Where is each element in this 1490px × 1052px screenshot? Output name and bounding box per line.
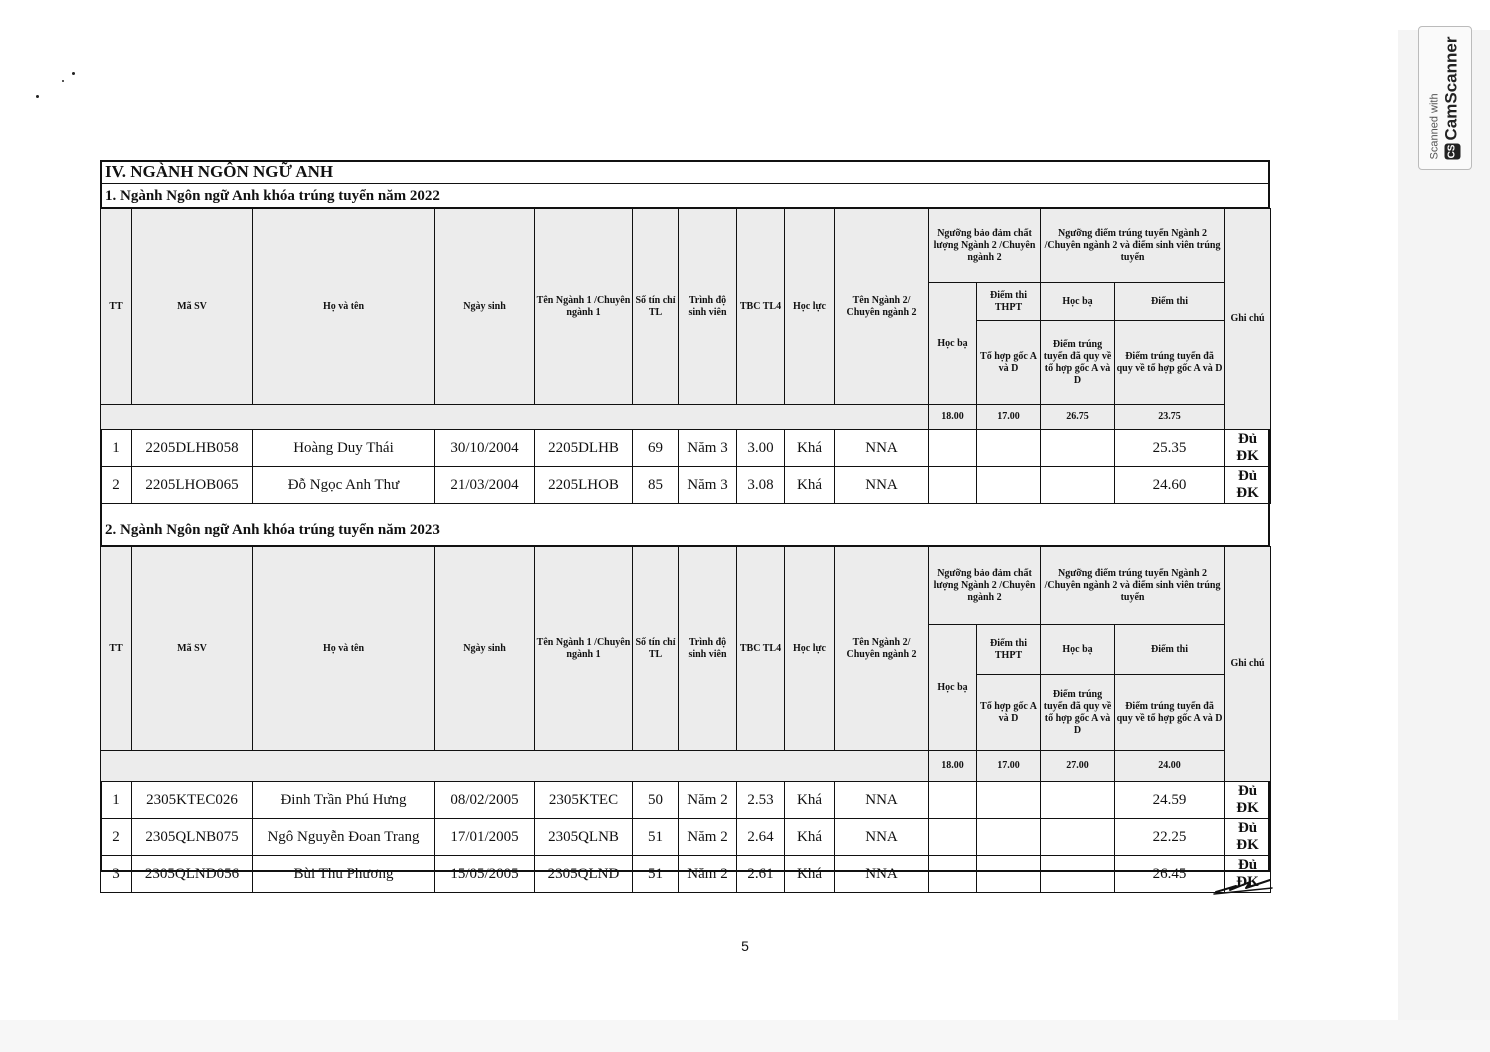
- header-diem-trung-tuyen-hoc-ba: Điểm trúng tuyển đã quy về tổ hợp gốc A và D: [1041, 675, 1115, 751]
- cell-ho-ten: Đinh Trần Phú Hưng: [253, 782, 435, 819]
- cell-ma-sv: 2305QLND056: [132, 856, 253, 893]
- cell-trinh-do: Năm 2: [679, 782, 737, 819]
- cell-hoc-ba-diem: [1041, 782, 1115, 819]
- cell-hoc-luc: Khá: [785, 782, 835, 819]
- header-tt: TT: [101, 209, 132, 405]
- header-to-hop-goc: Tổ hợp gốc A và D: [977, 675, 1041, 751]
- cell-tt: 1: [101, 430, 132, 467]
- header-diem-trung-tuyen-hoc-ba: Điểm trúng tuyển đã quy về tổ hợp gốc A và D: [1041, 321, 1115, 405]
- cell-diem-thi: 25.35: [1115, 430, 1225, 467]
- table-1-caption: 1. Ngành Ngôn ngữ Anh khóa trúng tuyển năm 2022: [100, 184, 1270, 208]
- cell-diem-thi: 24.59: [1115, 782, 1225, 819]
- header-nguong-bao-dam: Ngưỡng bảo đảm chất lượng Ngành 2 /Chuyên ngành 2: [929, 547, 1041, 625]
- cell-ghi-chu: Đủ ĐK: [1225, 819, 1271, 856]
- header-diem-thi-thpt: Điểm thi THPT: [977, 283, 1041, 321]
- table-row: [101, 782, 1271, 819]
- cell-hoc-ba-diem: [1041, 856, 1115, 893]
- header-hoc-ba-2: Học bạ: [1041, 283, 1115, 321]
- threshold-value: 24.00: [1115, 751, 1225, 782]
- threshold-value: 23.75: [1115, 405, 1225, 430]
- cell-tt: 2: [101, 819, 132, 856]
- header-tbc: TBC TL4: [737, 547, 785, 751]
- scan-speck: [62, 80, 64, 82]
- cell-hoc-ba: [929, 467, 977, 504]
- cell-so-tin-chi: 51: [633, 819, 679, 856]
- cell-ghi-chu: Đủ ĐK: [1225, 782, 1271, 819]
- cell-nganh-1: 2205LHOB: [535, 467, 633, 504]
- header-spacer: [101, 751, 929, 782]
- cell-hoc-ba: [929, 856, 977, 893]
- threshold-value: 26.75: [1041, 405, 1115, 430]
- cell-so-tin-chi: 85: [633, 467, 679, 504]
- header-spacer: [101, 405, 929, 430]
- cell-ma-sv: 2205LHOB065: [132, 467, 253, 504]
- cell-so-tin-chi: 51: [633, 856, 679, 893]
- watermark-subtitle: Scanned with: [1428, 93, 1441, 160]
- cell-tbc: 3.00: [737, 430, 785, 467]
- table-row: [101, 856, 1271, 893]
- cell-nganh-2: NNA: [835, 819, 929, 856]
- cell-hoc-luc: Khá: [785, 856, 835, 893]
- cell-tbc: 2.61: [737, 856, 785, 893]
- header-hoc-ba-2: Học bạ: [1041, 625, 1115, 675]
- watermark-title: CamScanner: [1441, 36, 1461, 141]
- cell-hoc-ba-diem: [1041, 430, 1115, 467]
- cell-so-tin-chi: 50: [633, 782, 679, 819]
- cell-thpt: [977, 782, 1041, 819]
- cell-ghi-chu: Đủ ĐK: [1225, 856, 1271, 893]
- header-nguong-bao-dam: Ngưỡng bảo đảm chất lượng Ngành 2 /Chuyên ngành 2: [929, 209, 1041, 283]
- header-ngay-sinh: Ngày sinh: [435, 547, 535, 751]
- header-nguong-diem: Ngưỡng điểm trúng tuyển Ngành 2 /Chuyên ngành 2 và điểm sinh viên trúng tuyển: [1041, 209, 1225, 283]
- header-diem-trung-tuyen-diem-thi: Điểm trúng tuyển đã quy về tổ hợp gốc A và D: [1115, 675, 1225, 751]
- cell-nganh-1: 2305QLND: [535, 856, 633, 893]
- cell-trinh-do: Năm 3: [679, 467, 737, 504]
- header-hoc-ba: Học bạ: [929, 625, 977, 751]
- header-diem-thi-thpt: Điểm thi THPT: [977, 625, 1041, 675]
- header-nganh-2: Tên Ngành 2/ Chuyên ngành 2: [835, 209, 929, 405]
- cell-tbc: 2.53: [737, 782, 785, 819]
- cell-ngay-sinh: 30/10/2004: [435, 430, 535, 467]
- cell-hoc-luc: Khá: [785, 467, 835, 504]
- header-ghi-chu: Ghi chú: [1225, 209, 1271, 430]
- cell-hoc-luc: Khá: [785, 430, 835, 467]
- header-diem-thi: Điểm thi: [1115, 283, 1225, 321]
- cell-nganh-1: 2305QLNB: [535, 819, 633, 856]
- cell-tbc: 2.64: [737, 819, 785, 856]
- header-diem-thi: Điểm thi: [1115, 625, 1225, 675]
- header-ngay-sinh: Ngày sinh: [435, 209, 535, 405]
- threshold-value: 17.00: [977, 751, 1041, 782]
- cell-ma-sv: 2205DLHB058: [132, 430, 253, 467]
- cell-diem-thi: 26.45: [1115, 856, 1225, 893]
- cell-tt: 3: [101, 856, 132, 893]
- cell-nganh-2: NNA: [835, 782, 929, 819]
- scan-edge-bottom: [0, 1020, 1490, 1052]
- header-hoc-ba: Học bạ: [929, 283, 977, 405]
- scan-speck: [72, 72, 75, 75]
- cell-ma-sv: 2305QLNB075: [132, 819, 253, 856]
- cell-ngay-sinh: 15/05/2005: [435, 856, 535, 893]
- cell-nganh-2: NNA: [835, 430, 929, 467]
- cell-hoc-ba: [929, 819, 977, 856]
- page-number: 5: [741, 938, 749, 954]
- cell-nganh-2: NNA: [835, 856, 929, 893]
- cell-diem-thi: 24.60: [1115, 467, 1225, 504]
- cell-nganh-1: 2205DLHB: [535, 430, 633, 467]
- cell-thpt: [977, 430, 1041, 467]
- header-trinh-do: Trình độ sinh viên: [679, 547, 737, 751]
- scan-edge-right: [1398, 30, 1490, 1030]
- cell-tbc: 3.08: [737, 467, 785, 504]
- camscanner-watermark: [1418, 26, 1472, 170]
- cell-hoc-ba: [929, 430, 977, 467]
- cell-so-tin-chi: 69: [633, 430, 679, 467]
- table-row: [101, 819, 1271, 856]
- header-nganh-2: Tên Ngành 2/ Chuyên ngành 2: [835, 547, 929, 751]
- header-hoc-luc: Học lực: [785, 547, 835, 751]
- cell-hoc-ba-diem: [1041, 819, 1115, 856]
- cell-ho-ten: Đỗ Ngọc Anh Thư: [253, 467, 435, 504]
- header-ho-ten: Họ và tên: [253, 547, 435, 751]
- cell-trinh-do: Năm 2: [679, 856, 737, 893]
- cell-thpt: [977, 856, 1041, 893]
- cell-thpt: [977, 819, 1041, 856]
- threshold-value: 18.00: [929, 751, 977, 782]
- table-2023: [100, 546, 1271, 893]
- header-nganh-1: Tên Ngành 1 /Chuyên ngành 1: [535, 209, 633, 405]
- scan-speck: [36, 95, 39, 98]
- camscanner-logo-icon: CS: [1444, 143, 1460, 159]
- header-to-hop-goc: Tổ hợp gốc A và D: [977, 321, 1041, 405]
- threshold-value: 18.00: [929, 405, 977, 430]
- cell-ngay-sinh: 17/01/2005: [435, 819, 535, 856]
- cell-ma-sv: 2305KTEC026: [132, 782, 253, 819]
- header-ghi-chu: Ghi chú: [1225, 547, 1271, 782]
- signature-scribble: [1212, 874, 1274, 896]
- header-so-tin-chi: Số tín chỉ TL: [633, 547, 679, 751]
- header-ma-sv: Mã SV: [132, 547, 253, 751]
- cell-hoc-ba-diem: [1041, 467, 1115, 504]
- header-ma-sv: Mã SV: [132, 209, 253, 405]
- cell-thpt: [977, 467, 1041, 504]
- cell-hoc-ba: [929, 782, 977, 819]
- threshold-value: 27.00: [1041, 751, 1115, 782]
- header-trinh-do: Trình độ sinh viên: [679, 209, 737, 405]
- cell-nganh-2: NNA: [835, 467, 929, 504]
- table-2-caption: 2. Ngành Ngôn ngữ Anh khóa trúng tuyển năm 2023: [100, 512, 1270, 546]
- cell-ho-ten: Bùi Thu Phương: [253, 856, 435, 893]
- cell-ho-ten: Ngô Nguyễn Đoan Trang: [253, 819, 435, 856]
- cell-tt: 2: [101, 467, 132, 504]
- cell-ngay-sinh: 21/03/2004: [435, 467, 535, 504]
- threshold-value: 17.00: [977, 405, 1041, 430]
- header-tbc: TBC TL4: [737, 209, 785, 405]
- header-tt: TT: [101, 547, 132, 751]
- cell-trinh-do: Năm 2: [679, 819, 737, 856]
- cell-ngay-sinh: 08/02/2005: [435, 782, 535, 819]
- cell-nganh-1: 2305KTEC: [535, 782, 633, 819]
- table-row: [101, 430, 1271, 467]
- cell-diem-thi: 22.25: [1115, 819, 1225, 856]
- section-title: IV. NGÀNH NGÔN NGỮ ANH: [100, 160, 1270, 184]
- header-nganh-1: Tên Ngành 1 /Chuyên ngành 1: [535, 547, 633, 751]
- header-diem-trung-tuyen-diem-thi: Điểm trúng tuyển đã quy về tổ hợp gốc A và D: [1115, 321, 1225, 405]
- cell-trinh-do: Năm 3: [679, 430, 737, 467]
- cell-ghi-chu: Đủ ĐK: [1225, 430, 1271, 467]
- table-row: [101, 467, 1271, 504]
- cell-ho-ten: Hoàng Duy Thái: [253, 430, 435, 467]
- cell-tt: 1: [101, 782, 132, 819]
- header-ho-ten: Họ và tên: [253, 209, 435, 405]
- cell-ghi-chu: Đủ ĐK: [1225, 467, 1271, 504]
- header-hoc-luc: Học lực: [785, 209, 835, 405]
- header-so-tin-chi: Số tín chỉ TL: [633, 209, 679, 405]
- cell-hoc-luc: Khá: [785, 819, 835, 856]
- table-2022: [100, 208, 1271, 504]
- header-nguong-diem: Ngưỡng điểm trúng tuyển Ngành 2 /Chuyên ngành 2 và điểm sinh viên trúng tuyển: [1041, 547, 1225, 625]
